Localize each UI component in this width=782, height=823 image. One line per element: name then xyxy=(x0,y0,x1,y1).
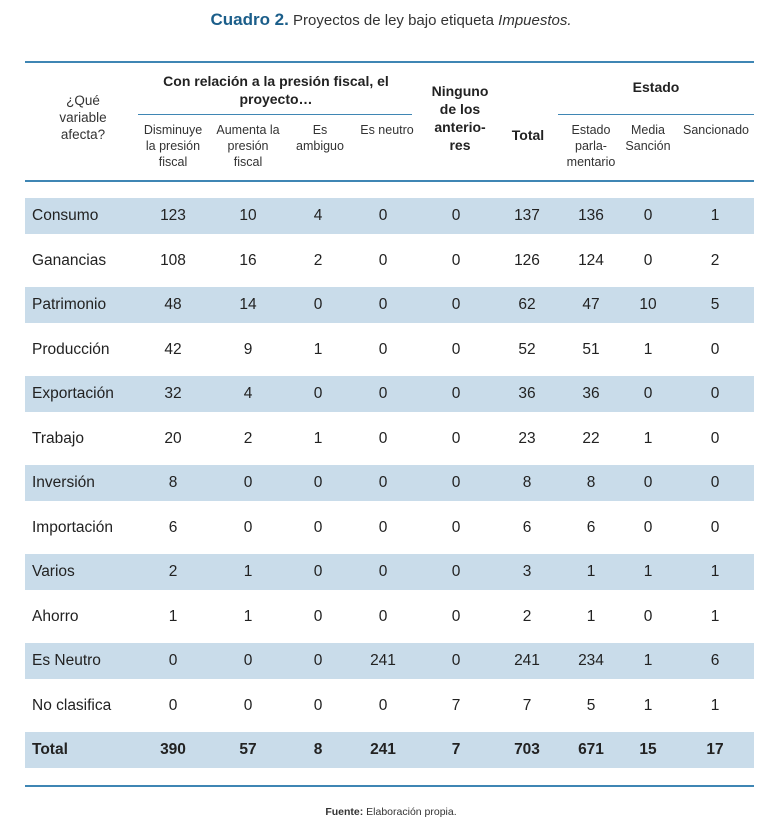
table-cell: 0 xyxy=(710,518,720,536)
table-cell: 2 xyxy=(710,251,720,269)
table-cell: 20 xyxy=(164,429,182,447)
table-cell: 2 xyxy=(168,563,178,580)
table-cell: 0 xyxy=(378,429,388,447)
table-cell: 1 xyxy=(643,563,653,580)
table-cell: 390 xyxy=(160,741,186,758)
table-cell: 9 xyxy=(243,340,253,358)
table-cell: 0 xyxy=(451,607,461,625)
table-cell: 0 xyxy=(313,518,323,536)
table-cell: 0 xyxy=(243,696,253,714)
header-group-presion: Con relación a la presión fiscal, el proyecto… xyxy=(163,73,389,107)
table-cell: 0 xyxy=(643,474,653,491)
table-cell: 10 xyxy=(239,207,257,224)
header-media-sancion: Media Sanción xyxy=(625,123,671,153)
table-cell: 0 xyxy=(710,474,720,491)
table-cell: 0 xyxy=(378,696,388,714)
row-label: Ganancias xyxy=(32,251,107,269)
table-cell: 23 xyxy=(518,429,536,447)
table-cell: 48 xyxy=(164,296,182,313)
table-body xyxy=(25,198,754,777)
table-top-rule xyxy=(25,61,754,63)
header-total: Total xyxy=(511,127,545,143)
table-cell: 1 xyxy=(586,563,596,580)
table-cell: 6 xyxy=(586,518,596,536)
table-cell: 0 xyxy=(313,696,323,714)
table-cell: 15 xyxy=(639,741,657,758)
header-ambiguo: Es ambiguo xyxy=(296,123,344,153)
table-cell: 1 xyxy=(586,607,596,625)
table-cell: 7 xyxy=(522,696,532,714)
table-cell: 108 xyxy=(160,251,186,269)
table-cell: 1 xyxy=(643,340,653,358)
table-cell: 126 xyxy=(514,251,540,269)
table-cell: 0 xyxy=(243,518,253,536)
header-bottom-rule xyxy=(25,180,754,182)
table-cell: 0 xyxy=(168,652,178,669)
table-row xyxy=(25,688,754,724)
table-cell: 6 xyxy=(710,652,720,669)
header-disminuye: Disminuye la presión fiscal xyxy=(143,123,203,169)
table-cell: 0 xyxy=(313,563,323,580)
table-cell: 0 xyxy=(643,385,653,402)
caption-text: Proyectos de ley bajo etiqueta xyxy=(293,12,494,29)
table-cell: 0 xyxy=(378,296,388,313)
table-cell: 1 xyxy=(643,696,653,714)
table-cell: 0 xyxy=(643,607,653,625)
table-cell: 0 xyxy=(378,340,388,358)
table-cell: 14 xyxy=(239,296,257,313)
table-cell: 0 xyxy=(451,207,461,224)
table-cell: 0 xyxy=(313,652,323,669)
table-cell: 0 xyxy=(451,385,461,402)
group-presion-rule xyxy=(138,114,412,115)
table-cell: 0 xyxy=(313,296,323,313)
table-cell: 42 xyxy=(164,340,182,358)
table-cell: 1 xyxy=(313,340,323,358)
table-cell: 136 xyxy=(578,207,604,224)
table-cell: 0 xyxy=(378,474,388,491)
table-cell: 7 xyxy=(451,741,461,758)
table-cell: 4 xyxy=(243,385,253,402)
table-caption xyxy=(0,10,782,30)
table-cell: 17 xyxy=(706,741,724,758)
source-text: Elaboración propia. xyxy=(366,806,457,818)
table-cell: 0 xyxy=(378,518,388,536)
caption-label: Cuadro 2. xyxy=(210,10,289,29)
table-cell: 2 xyxy=(243,429,253,447)
header-group-estado: Estado xyxy=(632,79,680,95)
table-cell: 0 xyxy=(710,429,720,447)
table-cell: 137 xyxy=(514,207,540,224)
table-cell: 234 xyxy=(578,652,604,669)
table-cell: 0 xyxy=(378,563,388,580)
row-label: Producción xyxy=(32,340,110,358)
table-cell: 1 xyxy=(313,429,323,447)
table-cell: 1 xyxy=(643,429,653,447)
table-cell: 0 xyxy=(451,296,461,313)
row-label: Consumo xyxy=(32,207,99,224)
header-ninguno: Ninguno de los anterio-res xyxy=(431,83,489,153)
table-cell: 241 xyxy=(370,741,396,758)
group-estado-rule xyxy=(558,114,754,115)
table-cell: 671 xyxy=(578,741,604,758)
table-cell: 0 xyxy=(451,474,461,491)
table-cell: 123 xyxy=(160,207,186,224)
row-label: Total xyxy=(32,741,68,758)
table-cell: 1 xyxy=(710,696,720,714)
table-cell: 4 xyxy=(313,207,323,224)
table-cell: 0 xyxy=(643,251,653,269)
table-row xyxy=(25,332,754,368)
table-cell: 36 xyxy=(582,385,600,402)
table-row xyxy=(25,198,754,234)
table-cell: 32 xyxy=(164,385,182,402)
row-label: Inversión xyxy=(32,474,95,491)
table-cell: 0 xyxy=(643,207,653,224)
table-row xyxy=(25,243,754,279)
table-cell: 47 xyxy=(582,296,600,313)
table-cell: 1 xyxy=(243,607,253,625)
table-cell: 241 xyxy=(514,652,540,669)
table-cell: 1 xyxy=(710,607,720,625)
table-cell: 0 xyxy=(710,385,720,402)
table-cell: 0 xyxy=(451,518,461,536)
header-aumenta: Aumenta la presión fiscal xyxy=(216,123,280,169)
table-cell: 6 xyxy=(168,518,178,536)
table-cell: 0 xyxy=(451,563,461,580)
source-note xyxy=(0,806,782,818)
table-cell: 6 xyxy=(522,518,532,536)
table-cell: 16 xyxy=(239,251,257,269)
table-cell: 36 xyxy=(518,385,536,402)
row-label: Ahorro xyxy=(32,607,79,625)
table-cell: 0 xyxy=(313,474,323,491)
row-label: No clasifica xyxy=(32,696,112,714)
table-cell: 8 xyxy=(313,741,323,758)
table-cell: 0 xyxy=(643,518,653,536)
table-cell: 5 xyxy=(710,296,720,313)
table-cell: 51 xyxy=(582,340,600,358)
table-cell: 0 xyxy=(378,607,388,625)
table-cell: 10 xyxy=(639,296,657,313)
row-label: Exportación xyxy=(32,385,114,402)
table-cell: 2 xyxy=(313,251,323,269)
table-cell: 0 xyxy=(313,607,323,625)
table-row xyxy=(25,643,754,679)
table-row xyxy=(25,376,754,412)
table-row xyxy=(25,287,754,323)
table-cell: 7 xyxy=(451,696,461,714)
table-cell: 3 xyxy=(522,563,532,580)
table-cell: 8 xyxy=(522,474,532,491)
table-cell: 703 xyxy=(514,741,540,758)
table-cell: 0 xyxy=(243,652,253,669)
table-bottom-rule xyxy=(25,785,754,787)
table-row xyxy=(25,421,754,457)
table-cell: 62 xyxy=(518,296,536,313)
table-cell: 0 xyxy=(451,652,461,669)
table-cell: 124 xyxy=(578,251,604,269)
row-label: Patrimonio xyxy=(32,296,107,313)
table-cell: 0 xyxy=(378,207,388,224)
table-cell: 22 xyxy=(582,429,600,447)
table-cell: 1 xyxy=(643,652,653,669)
table-row xyxy=(25,599,754,635)
table-cell: 52 xyxy=(518,340,536,358)
table-cell: 0 xyxy=(378,385,388,402)
table-total-row xyxy=(25,732,754,768)
table-cell: 1 xyxy=(710,563,720,580)
table-cell: 0 xyxy=(313,385,323,402)
table-cell: 0 xyxy=(451,251,461,269)
table-cell: 0 xyxy=(168,696,178,714)
table-row xyxy=(25,554,754,590)
table-row xyxy=(25,465,754,501)
source-label: Fuente: xyxy=(325,806,364,818)
table-cell: 0 xyxy=(451,340,461,358)
header-sancionado: Sancionado xyxy=(682,123,750,137)
table-cell: 57 xyxy=(239,741,257,758)
header-neutro: Es neutro xyxy=(360,123,414,137)
table-cell: 8 xyxy=(586,474,596,491)
table-cell: 241 xyxy=(370,652,396,669)
row-label: Importación xyxy=(32,518,113,536)
table-cell: 2 xyxy=(522,607,532,625)
table-cell: 5 xyxy=(586,696,596,714)
header-estado-parlamentario: Estado parla-mentario xyxy=(566,123,616,169)
table-cell: 0 xyxy=(451,429,461,447)
table-cell: 1 xyxy=(243,563,253,580)
row-label: Trabajo xyxy=(32,429,84,447)
table-cell: 1 xyxy=(710,207,720,224)
table-cell: 1 xyxy=(168,607,178,625)
table-cell: 0 xyxy=(710,340,720,358)
table-row xyxy=(25,510,754,546)
header-question: ¿Qué variable afecta? xyxy=(59,93,107,142)
caption-italic: Impuestos. xyxy=(498,12,572,29)
table-cell: 8 xyxy=(168,474,178,491)
table-cell: 0 xyxy=(378,251,388,269)
table-cell: 0 xyxy=(243,474,253,491)
row-label: Es Neutro xyxy=(32,652,101,669)
row-label: Varios xyxy=(32,563,75,580)
